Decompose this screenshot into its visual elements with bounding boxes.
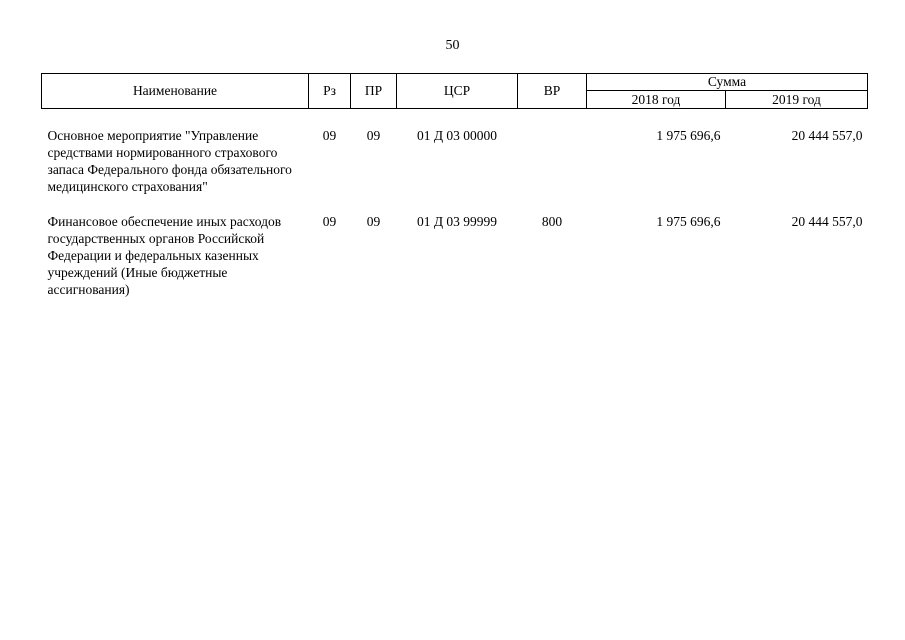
header-year-2019: 2019 год [726, 91, 868, 109]
row-pr: 09 [366, 128, 381, 143]
row-sum-2018: 1 975 696,6 [656, 214, 721, 229]
header-sum: Сумма [587, 74, 868, 91]
budget-table [41, 73, 868, 298]
page-number: 50 [445, 38, 460, 53]
table-header [42, 74, 868, 109]
header-year-2018: 2018 год [587, 91, 726, 109]
row-csr: 01 Д 03 00000 [416, 128, 498, 143]
row-sum-2019: 20 444 557,0 [791, 128, 863, 143]
row-vr: 800 [541, 214, 563, 229]
header-vr: ВР [518, 74, 587, 109]
row-name: Финансовое обеспечение иных расходов государственных органов Российской Федерации и федеральных казенных учреждений (Иные бюджетные ассигнования) [47, 214, 282, 297]
table-row [42, 127, 868, 195]
header-pr: ПР [351, 74, 397, 109]
row-pr: 09 [366, 214, 381, 229]
table-body [42, 109, 868, 299]
header-csr: ЦСР [397, 74, 518, 109]
table-row [42, 213, 868, 298]
header-rz: Рз [309, 74, 351, 109]
row-sum-2019: 20 444 557,0 [791, 214, 863, 229]
row-rz: 09 [322, 214, 337, 229]
row-sum-2018: 1 975 696,6 [656, 128, 721, 143]
row-vr [518, 127, 587, 195]
row-rz: 09 [322, 128, 337, 143]
header-name: Наименование [42, 74, 309, 109]
row-csr: 01 Д 03 99999 [416, 214, 498, 229]
row-name: Основное мероприятие "Управление средствами нормированного страхового запаса Федерального фонда обязательного медицинского страхования" [47, 128, 292, 194]
